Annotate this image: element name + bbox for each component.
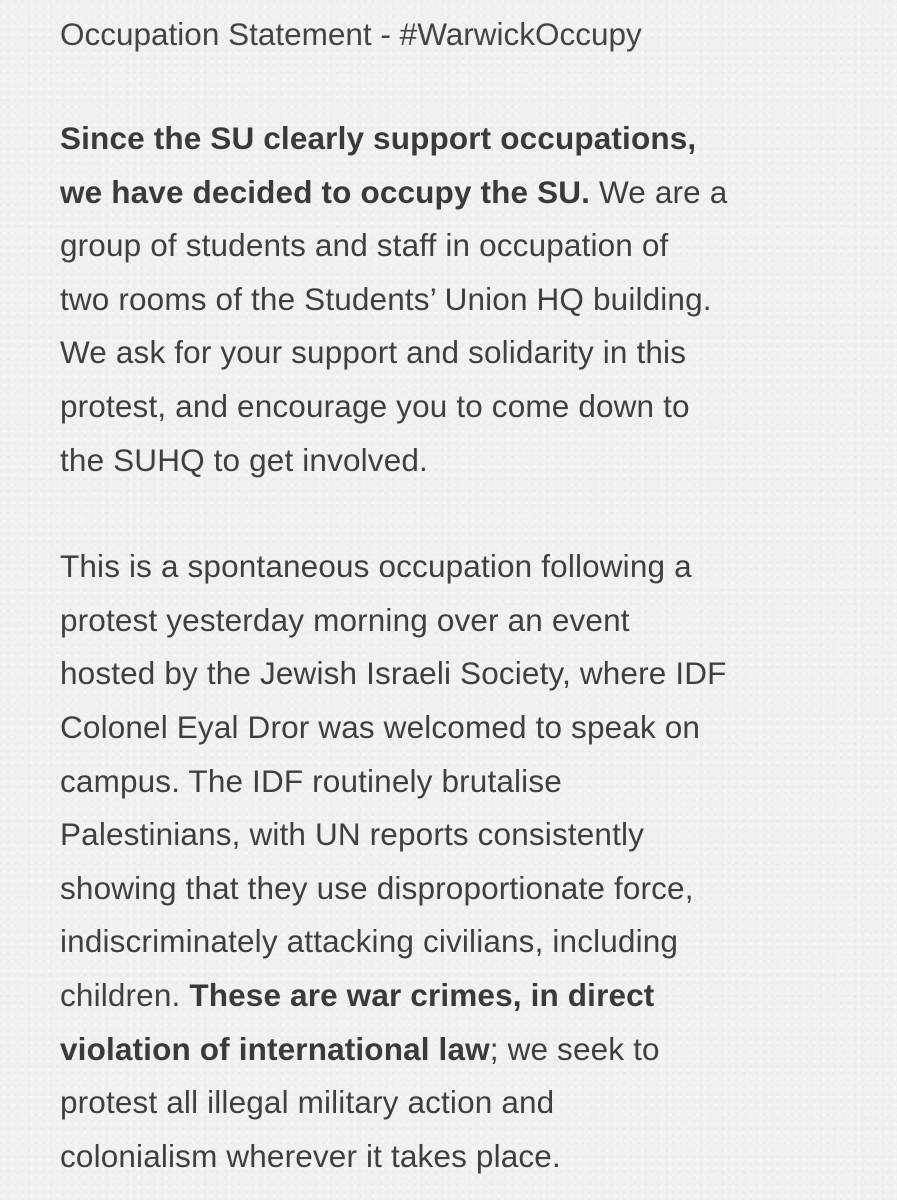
bold-statement: we have decided to occupy the SU. xyxy=(60,173,591,210)
text-line: This is a spontaneous occupation following a xyxy=(60,548,692,585)
text-line: We ask for your support and solidarity in this xyxy=(60,334,687,371)
text-line: protest, and encourage you to come down to xyxy=(60,387,690,424)
text-line: campus. The IDF routinely brutalise xyxy=(60,762,562,799)
text-line: hosted by the Jewish Israeli Society, where IDF xyxy=(60,655,727,692)
text-span: ; we seek to xyxy=(489,1030,660,1067)
text-line: indiscriminately attacking civilians, including xyxy=(60,923,679,960)
text-line: Colonel Eyal Dror was welcomed to speak on xyxy=(60,708,701,745)
text-line: group of students and staff in occupation of xyxy=(60,227,669,264)
bold-statement: Since the SU clearly support occupations, xyxy=(60,120,697,156)
paragraph-intro xyxy=(60,112,857,487)
bold-statement: violation of international law xyxy=(60,1030,490,1067)
text-span: We are a xyxy=(590,173,728,210)
text-line xyxy=(60,112,857,166)
text-span: children. xyxy=(60,976,190,1013)
text-line: Palestinians, with UN reports consistently xyxy=(60,816,645,853)
text-line: protest yesterday morning over an event xyxy=(60,601,630,638)
text-line: protest all illegal military action and xyxy=(60,1084,555,1121)
paragraph-context xyxy=(60,540,857,1183)
note-title: Occupation Statement - #WarwickOccupy xyxy=(60,16,642,52)
text-line xyxy=(60,969,857,1023)
text-line: two rooms of the Students’ Union HQ building. xyxy=(60,280,712,317)
bold-statement: These are war crimes, in direct xyxy=(189,976,655,1013)
text-line xyxy=(60,1023,857,1077)
text-line xyxy=(60,166,857,220)
text-line: showing that they use disproportionate force, xyxy=(60,869,694,906)
text-line: the SUHQ to get involved. xyxy=(60,441,428,478)
text-line: colonialism wherever it takes place. xyxy=(60,1137,561,1174)
